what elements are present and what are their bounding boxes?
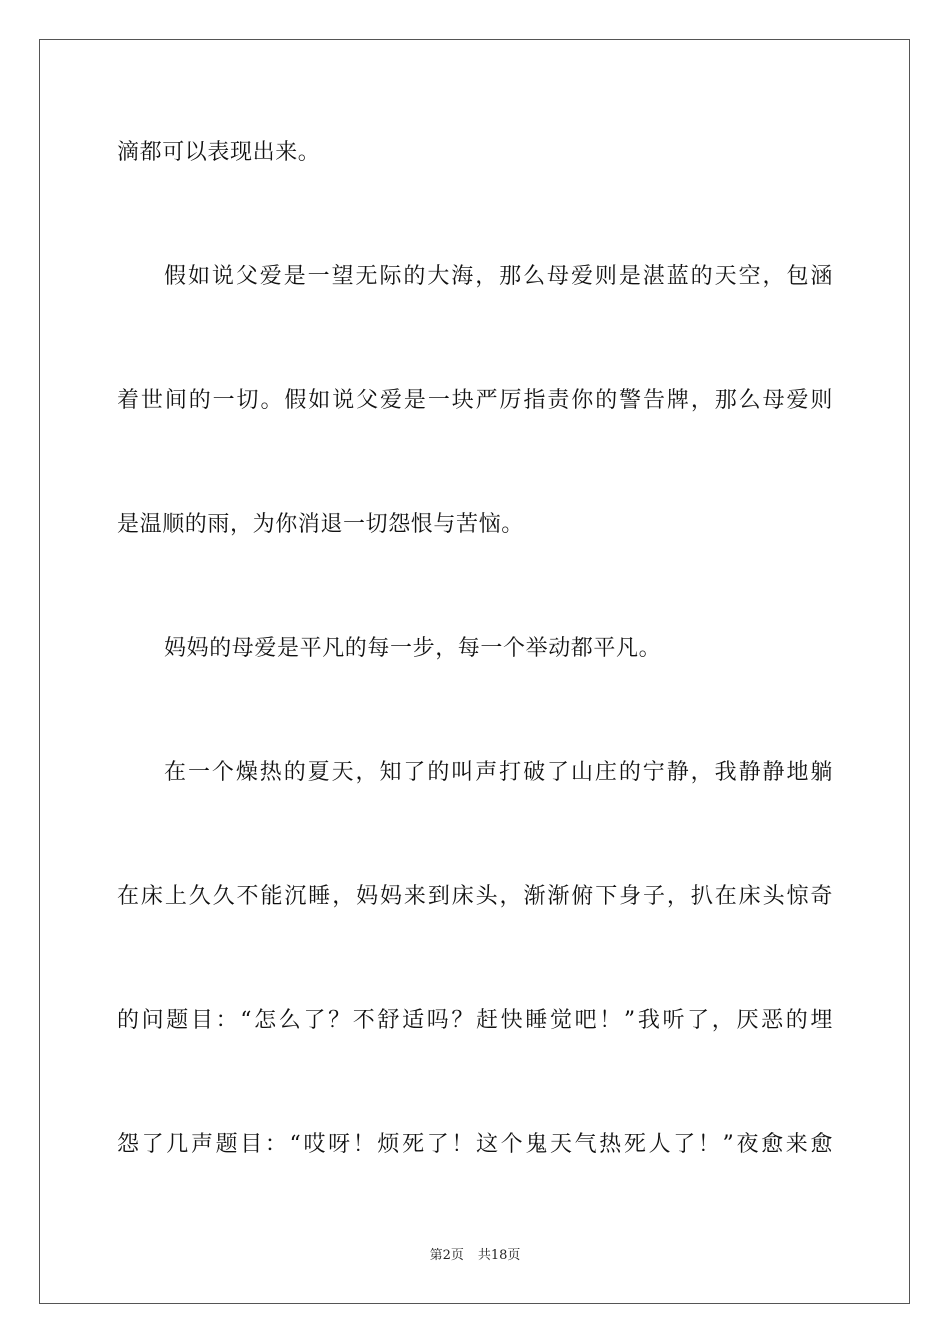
page-border bbox=[39, 39, 910, 1304]
page-footer bbox=[0, 1247, 950, 1265]
paragraph-line: 假如说父爱是一望无际的大海，那么母爱则是湛蓝的天空，包涵 bbox=[164, 264, 833, 289]
paragraph-line: 滴都可以表现出来。 bbox=[117, 140, 321, 165]
paragraph-line: 怨了几声题目：“哎呀！烦死了！这个鬼天气热死人了！”夜愈来愈 bbox=[117, 1132, 833, 1157]
paragraph-line: 妈妈的母爱是平凡的每一步，每一个举动都平凡。 bbox=[164, 636, 662, 661]
paragraph-line: 是温顺的雨，为你消退一切怨恨与苦恼。 bbox=[117, 512, 524, 537]
paragraph-line: 在床上久久不能沉睡，妈妈来到床头，渐渐俯下身子，扒在床头惊奇 bbox=[117, 884, 833, 909]
page-number: 第2页 bbox=[429, 1248, 464, 1263]
paragraph-line: 在一个燥热的夏天，知了的叫声打破了山庄的宁静，我静静地躺 bbox=[164, 760, 833, 785]
page-total: 共18页 bbox=[477, 1248, 521, 1263]
paragraph-line: 着世间的一切。假如说父爱是一块严厉指责你的警告牌，那么母爱则 bbox=[117, 388, 833, 413]
paragraph-line: 的问题目：“怎么了？不舒适吗？赶快睡觉吧！”我听了，厌恶的埋 bbox=[117, 1008, 833, 1033]
